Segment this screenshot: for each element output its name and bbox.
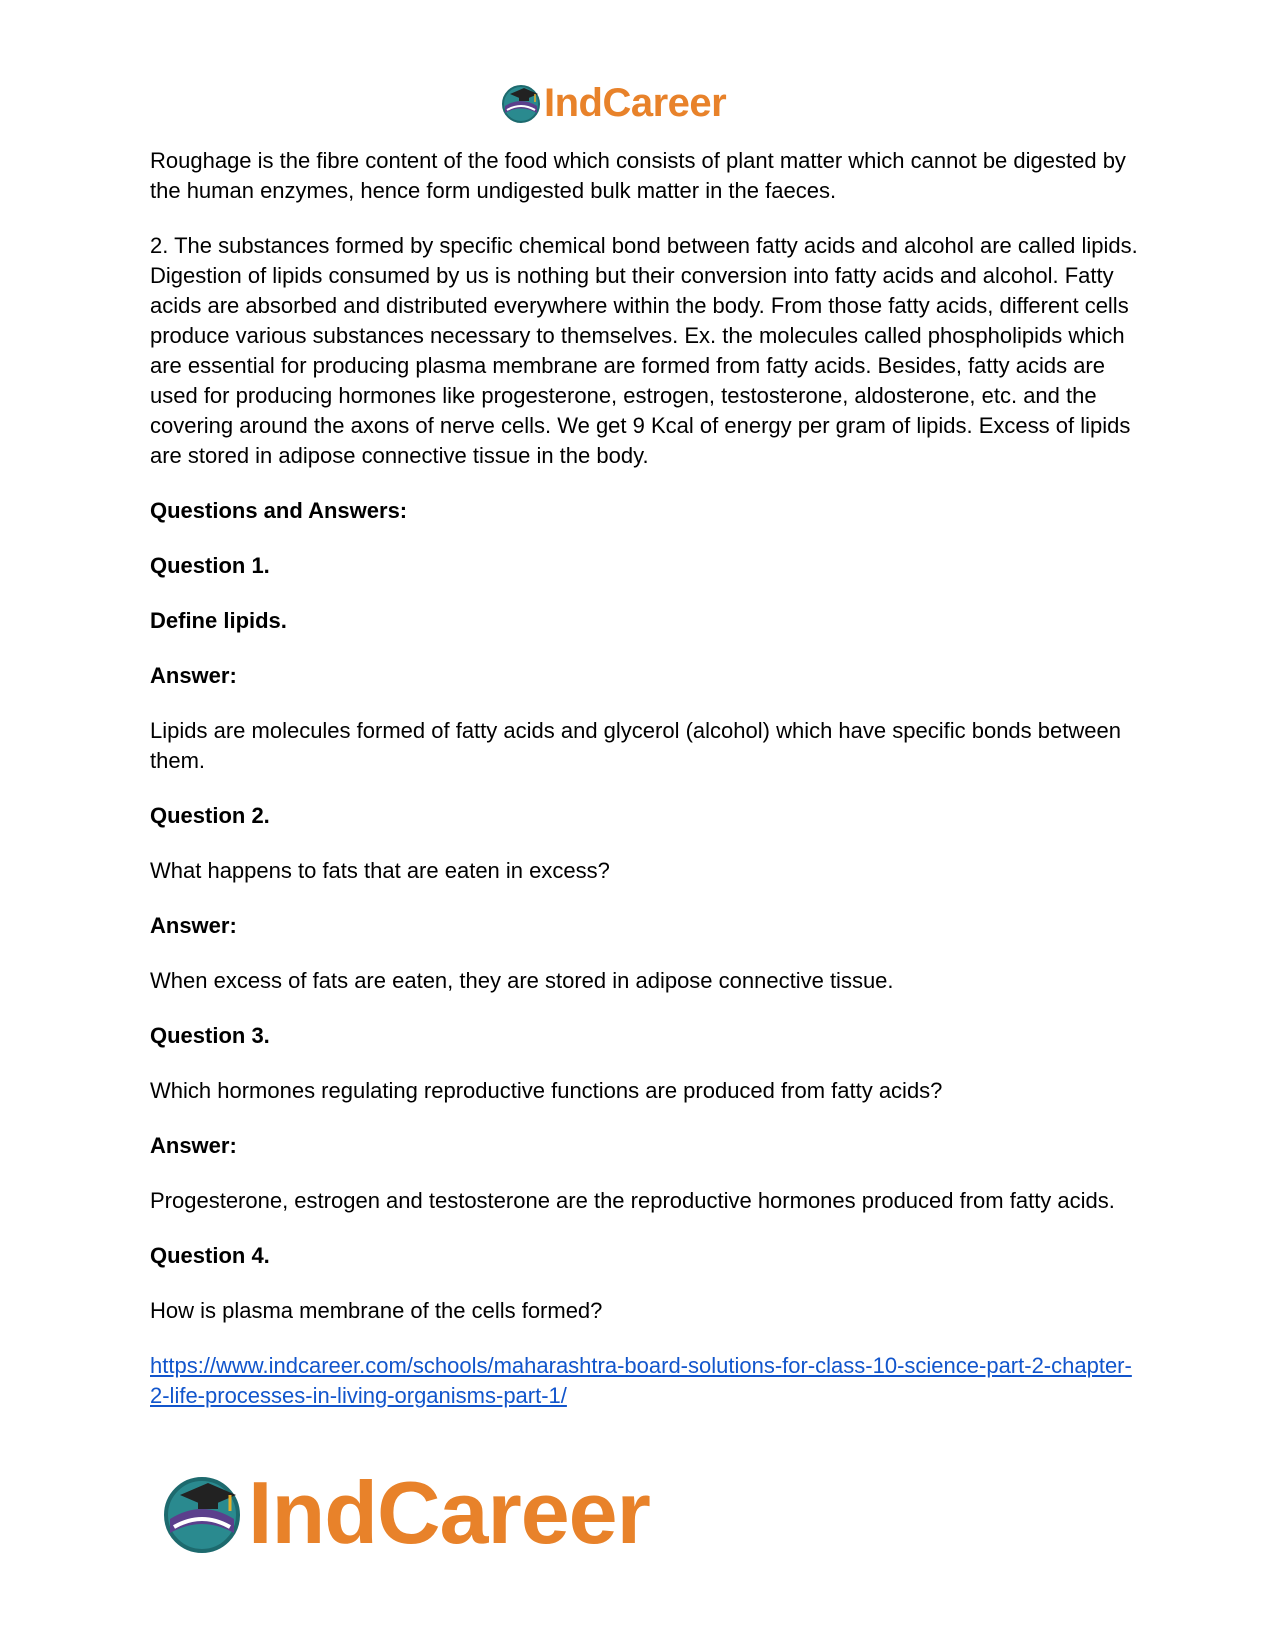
answer-3-label: Answer: xyxy=(150,1133,237,1158)
question-3-text: Which hormones regulating reproductive functions are produced from fatty acids? xyxy=(150,1078,943,1103)
question-1-label: Question 1. xyxy=(150,553,270,578)
question-1-text: Define lipids. xyxy=(150,608,287,633)
question-4-text: How is plasma membrane of the cells formed? xyxy=(150,1298,603,1323)
source-url-link[interactable]: https://www.indcareer.com/schools/maharashtra-board-solutions-for-class-10-science-part-2-chapter-2-life-processes-in-living-organisms-part-1/ xyxy=(150,1353,1132,1408)
answer-2-text: When excess of fats are eaten, they are stored in adipose connective tissue. xyxy=(150,968,894,993)
qa-heading: Questions and Answers: xyxy=(150,498,408,523)
paragraph-lipids: 2. The substances formed by specific chemical bond between fatty acids and alcohol are called lipids. Digestion of lipids consumed by us is nothing but their conversion into fatty acids and alcohol. Fatty acids are absorbed and distributed everywhere within the body. From those fatty acids, different cells produce various substances necessary to themselves. Ex. the molecules called phospholipids which are essential for producing plasma membrane are formed from fatty acids. Besides, fatty acids are used for producing hormones like progesterone, estrogen, testosterone, aldosterone, etc. and the covering around the axons of nerve cells. We get 9 Kcal of energy per gram of lipids. Excess of lipids are stored in adipose connective tissue in the body. xyxy=(150,233,1138,468)
answer-3-text: Progesterone, estrogen and testosterone are the reproductive hormones produced from fatty acids. xyxy=(150,1188,1115,1213)
document-body xyxy=(150,146,1140,1411)
header-logo xyxy=(500,78,726,128)
footer-logo-emblem-icon xyxy=(160,1471,244,1555)
answer-1-label: Answer: xyxy=(150,663,237,688)
logo-emblem-icon xyxy=(500,82,542,124)
question-3-label: Question 3. xyxy=(150,1023,270,1048)
footer-logo-text: IndCareer xyxy=(248,1463,650,1562)
footer-logo xyxy=(160,1463,650,1562)
answer-2-label: Answer: xyxy=(150,913,237,938)
header-logo-text: IndCareer xyxy=(544,81,727,125)
question-2-label: Question 2. xyxy=(150,803,270,828)
answer-1-text: Lipids are molecules formed of fatty acids and glycerol (alcohol) which have specific bonds between them. xyxy=(150,718,1121,773)
paragraph-roughage: Roughage is the fibre content of the food which consists of plant matter which cannot be digested by the human enzymes, hence form undigested bulk matter in the faeces. xyxy=(150,148,1126,203)
question-4-label: Question 4. xyxy=(150,1243,270,1268)
question-2-text: What happens to fats that are eaten in excess? xyxy=(150,858,610,883)
